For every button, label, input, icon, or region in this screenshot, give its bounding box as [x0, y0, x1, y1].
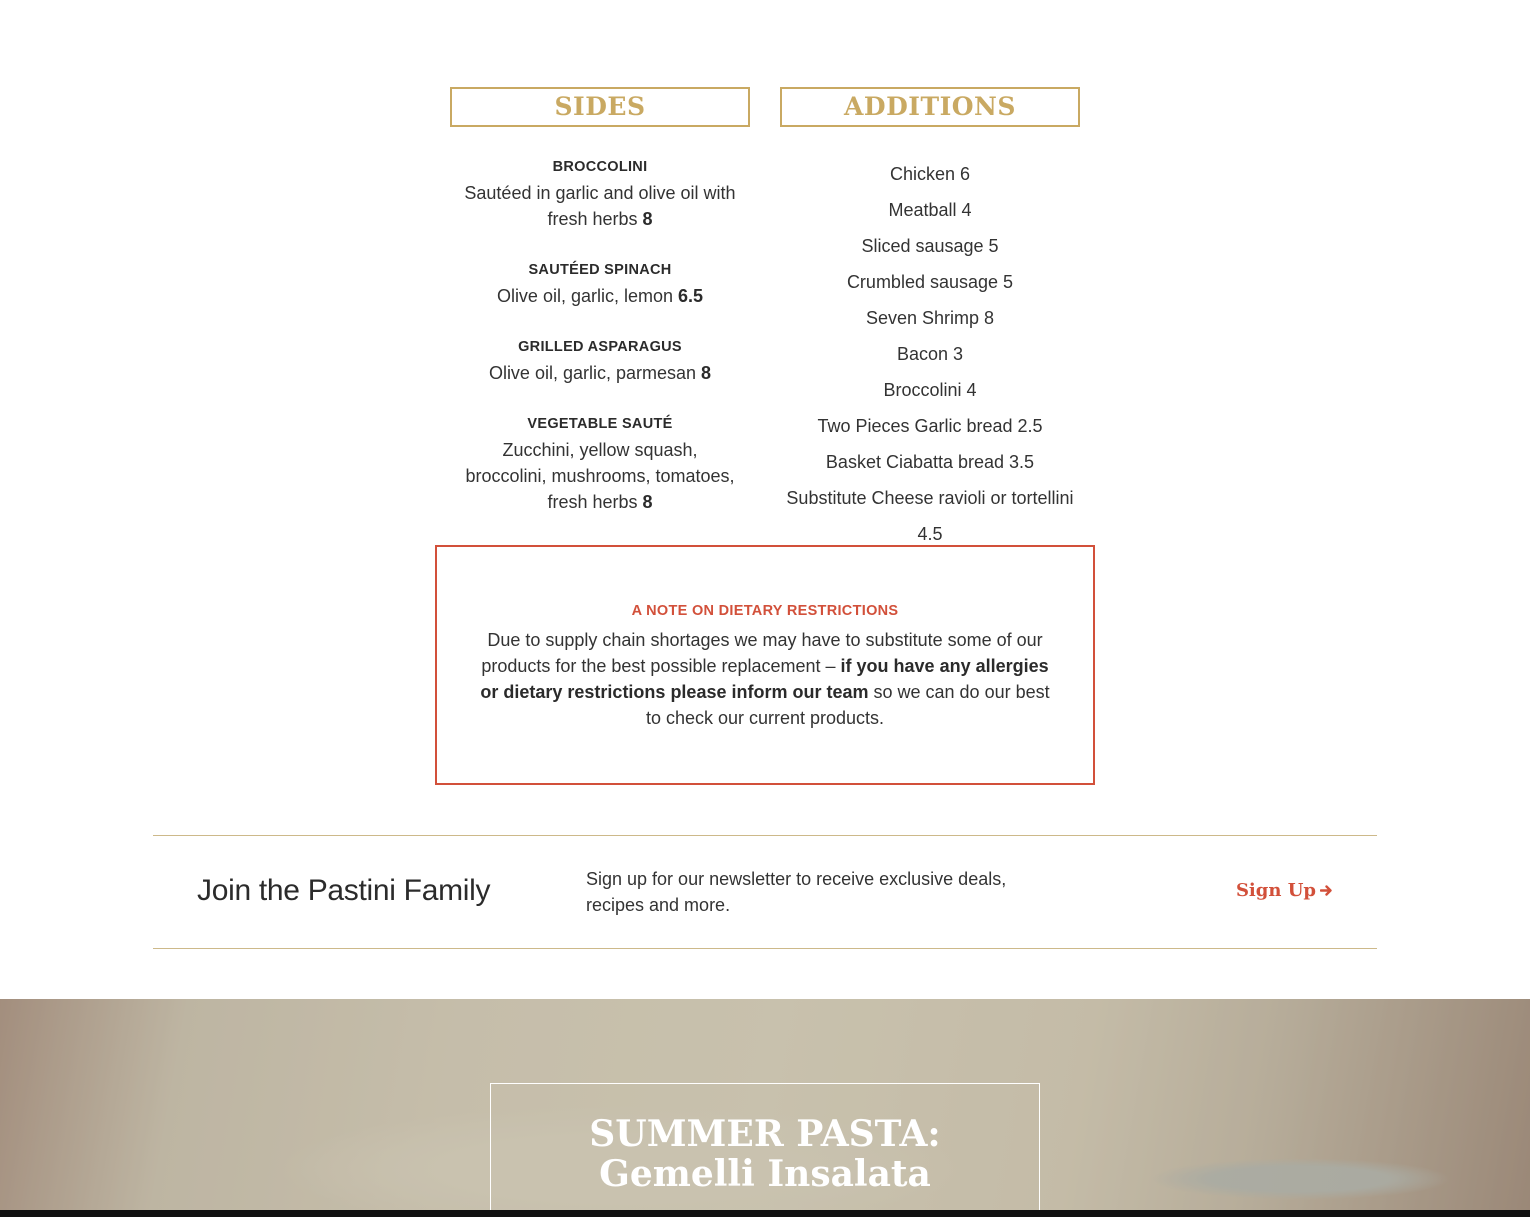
additions-heading: ADDITIONS: [780, 87, 1080, 127]
side-item-name: SAUTÉED SPINACH: [528, 262, 672, 278]
side-item-name: BROCCOLINI: [552, 159, 648, 175]
sign-up-link[interactable]: [1236, 880, 1333, 901]
side-item-desc-text: Olive oil, garlic, lemon: [496, 286, 673, 306]
dietary-note-title: A NOTE ON DIETARY RESTRICTIONS: [631, 603, 899, 619]
sides-list: [450, 157, 750, 515]
sides-section: [450, 87, 750, 543]
newsletter-description: Sign up for our newsletter to receive exclusive deals, recipes and more.: [586, 869, 1007, 915]
dietary-note-text: [471, 627, 1059, 731]
side-item-price: 6.5: [678, 286, 704, 306]
bottom-bar: [0, 1210, 1530, 1217]
side-item-description: [450, 177, 750, 232]
note-text-bold: if you have any allergies or dietary restrictions please inform our team: [480, 656, 1049, 702]
sides-heading: SIDES: [450, 87, 750, 127]
dietary-note-box: [435, 545, 1095, 785]
arrow-right-icon: [1320, 884, 1333, 897]
promo-banner: [0, 999, 1530, 1210]
side-item-description: [450, 357, 750, 386]
side-item-desc-text: Olive oil, garlic, parmesan: [488, 363, 697, 383]
addition-item: Seven Shrimp 8: [865, 308, 995, 328]
promo-title: SUMMER PASTA: Gemelli Insalata: [589, 1113, 941, 1195]
addition-item: Bacon 3: [896, 344, 964, 364]
promo-title-frame[interactable]: [490, 1083, 1040, 1210]
side-item-sauteed-spinach: [450, 260, 750, 309]
side-item-name: VEGETABLE SAUTÉ: [527, 416, 673, 432]
side-item-price: 8: [642, 492, 653, 512]
side-item-desc-text: Zucchini, yellow squash, broccolini, mushrooms, tomatoes, fresh herbs: [465, 440, 735, 512]
note-text-before: Due to supply chain shortages we may have to substitute some of our products for the best possible replacement –: [481, 630, 1043, 676]
addition-item: Broccolini 4: [883, 380, 977, 400]
side-item-grilled-asparagus: [450, 337, 750, 386]
side-item-description: [450, 434, 750, 515]
newsletter-section: [153, 835, 1377, 949]
side-item-price: 8: [701, 363, 712, 383]
side-item-description: [450, 280, 750, 309]
addition-item: Crumbled sausage 5: [846, 272, 1014, 292]
additions-list: [780, 156, 1080, 552]
sign-up-label: Sign Up: [1235, 880, 1316, 901]
additions-section: [780, 87, 1080, 552]
addition-item: Two Pieces Garlic bread 2.5: [817, 416, 1043, 436]
addition-item: Substitute Cheese ravioli or tortellini 4.5: [786, 488, 1074, 544]
addition-item: Chicken 6: [889, 164, 971, 184]
side-item-broccolini: [450, 157, 750, 232]
side-item-name: GRILLED ASPARAGUS: [518, 339, 682, 355]
note-text-after: so we can do our best to check our current products.: [645, 682, 1050, 728]
side-item-vegetable-saute: [450, 414, 750, 515]
newsletter-title: Join the Pastini Family: [197, 874, 491, 907]
side-item-price: 8: [642, 209, 653, 229]
addition-item: Meatball 4: [888, 200, 972, 220]
side-item-desc-text: Sautéed in garlic and olive oil with fresh herbs: [464, 183, 736, 229]
addition-item: Basket Ciabatta bread 3.5: [825, 452, 1035, 472]
addition-item: Sliced sausage 5: [861, 236, 999, 256]
